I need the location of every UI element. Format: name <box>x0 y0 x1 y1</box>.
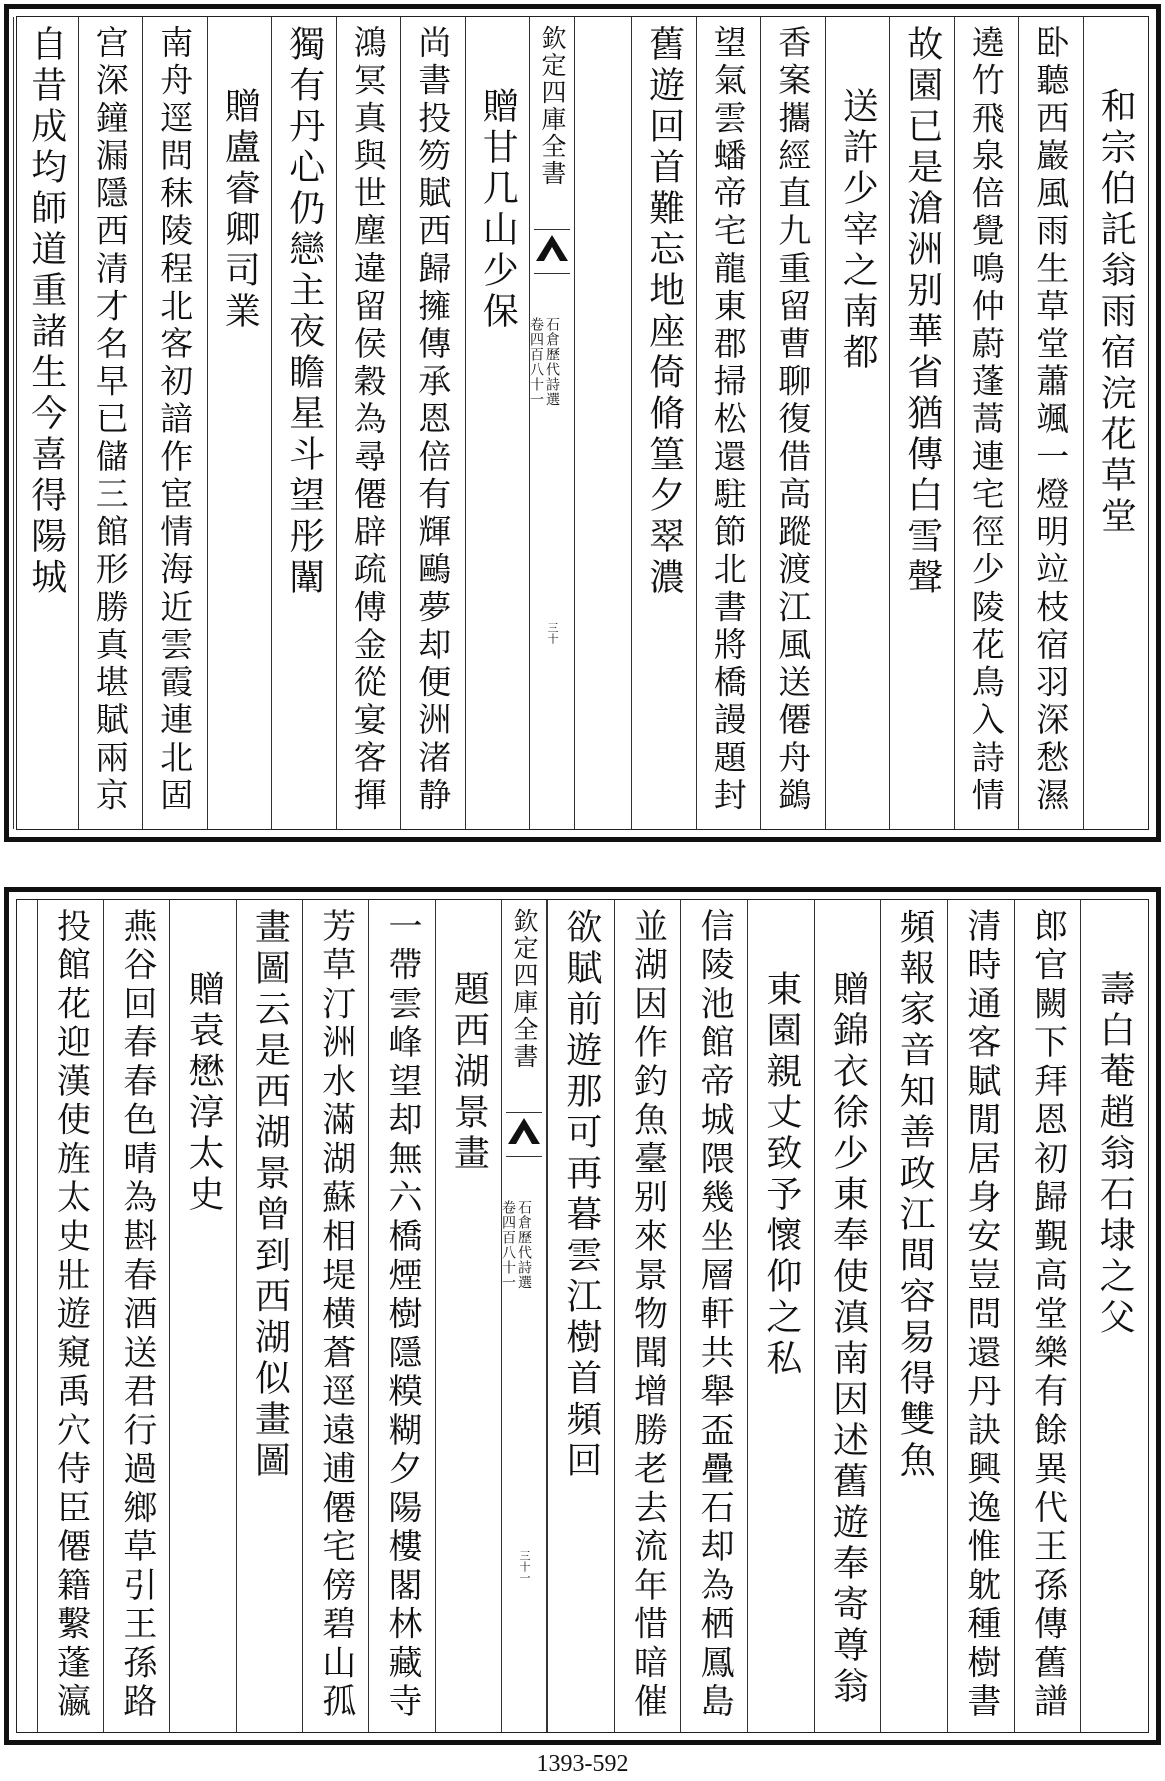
fishtail-ornament <box>508 1114 540 1144</box>
text-column <box>889 17 954 829</box>
poem-line: 芳草汀洲水滿湖蘇相堤横蒼逕遠逋僊宅傍碧山孤 <box>315 908 356 1722</box>
center-leaf-number: 三十一 <box>518 1550 531 1583</box>
text-column <box>1014 900 1081 1732</box>
poem-line: 清時通客賦閒居身安豈問還丹訣興逸惟躭種樹書 <box>960 908 1001 1722</box>
bottom-center-strip <box>501 900 547 1732</box>
text-column <box>207 17 272 829</box>
text-column <box>236 900 302 1732</box>
center-leaf-number: 三十 <box>546 622 559 644</box>
center-collection: 石倉歷代詩選 <box>544 317 560 407</box>
poem-title: 和宗伯託翁雨宿浣花草堂 <box>1095 87 1137 538</box>
text-column <box>947 900 1014 1732</box>
text-column <box>680 900 747 1732</box>
text-column <box>696 17 761 829</box>
center-rule <box>534 229 570 230</box>
center-volume: 卷四百八十一 <box>500 1200 516 1290</box>
poem-line: 郎官闕下拜恩初歸覲高堂樂有餘異代王孫傳舊譜 <box>1027 908 1068 1722</box>
fishtail-ornament <box>536 231 568 261</box>
text-column <box>435 900 501 1732</box>
text-column <box>37 900 103 1732</box>
center-rule <box>534 273 570 274</box>
bottom-page-frame <box>16 899 1149 1733</box>
poem-line: 一帶雲峰望却無六橋煙樹隱糢糊夕陽樓閣林藏寺 <box>382 908 423 1722</box>
text-column <box>336 17 401 829</box>
text-column <box>103 900 169 1732</box>
poem-line: 南舟逕問秣陵程北客初諳作宦情海近雲霞連北固 <box>155 25 195 816</box>
poem-title: 贈盧睿卿司業 <box>219 87 261 333</box>
poem-line: 尚書投笏賦西歸擁傳承恩倍有輝鷗夢却便洲渚静 <box>413 25 453 816</box>
text-column <box>368 900 434 1732</box>
text-column <box>78 17 143 829</box>
center-collection: 石倉歷代詩選 <box>516 1200 532 1290</box>
text-column <box>400 17 465 829</box>
text-column <box>465 17 530 829</box>
text-column <box>271 17 336 829</box>
poem-title: 壽白菴趙翁石埭之父 <box>1094 970 1136 1339</box>
text-column <box>302 900 368 1732</box>
poem-line: 投館花迎漢使旌太史壯遊窺禹穴侍臣僊籍繫蓬瀛 <box>50 908 91 1722</box>
poem-line: 望氣雲蟠帝宅龍東郡掃松還駐節北書將橋謾題封 <box>708 25 748 816</box>
text-column <box>547 900 614 1732</box>
poem-line: 燕谷回春春色晴為斟春酒送君行過鄉草引王孫路 <box>116 908 157 1722</box>
text-column <box>1083 17 1148 829</box>
text-column <box>169 900 235 1732</box>
poem-title: 送許少宰之南都 <box>837 87 879 374</box>
poem-line: 故園已是滄洲别華省猶傳白雪聲 <box>901 25 943 599</box>
text-column <box>825 17 890 829</box>
text-column <box>1080 900 1147 1732</box>
poem-line: 鴻冥真與世塵違留侯穀為尋僊辟疏傅金從宴客揮 <box>348 25 388 816</box>
poem-line: 並湖因作釣魚臺别來景物聞增勝老去流年惜暗催 <box>627 908 668 1722</box>
text-column <box>747 900 814 1732</box>
poem-line: 頻報家音知善政江間容易得雙魚 <box>894 908 936 1482</box>
poem-line: 欲賦前遊那可再暮雲江樹首頻回 <box>560 908 602 1482</box>
text-column <box>13 17 78 829</box>
poem-line: 獨有丹心仍戀主夜瞻星斗望彤闈 <box>283 25 325 599</box>
text-column <box>954 17 1019 829</box>
poem-title: 題西湖景畫 <box>448 970 490 1175</box>
top-page <box>4 4 1161 842</box>
center-volume: 卷四百八十一 <box>528 317 544 407</box>
poem-title: 贈甘几山少保 <box>477 87 519 333</box>
top-page-frame <box>16 16 1149 830</box>
text-column <box>631 17 696 829</box>
center-book-title: 欽定四庫全書 <box>510 908 539 1070</box>
bottom-page <box>4 887 1161 1745</box>
poem-line: 自昔成均師道重諸生今喜得陽城 <box>25 25 67 599</box>
center-rule <box>506 1112 542 1113</box>
footer-page-number: 1393-592 <box>536 1751 629 1777</box>
poem-line: 卧聽西巖風雨生草堂蕭颯一燈明竝枝宿羽深愁濕 <box>1031 25 1071 816</box>
text-column <box>760 17 825 829</box>
poem-title: 贈袁懋淳太史 <box>183 970 225 1216</box>
center-rule <box>506 1156 542 1157</box>
poem-line: 香案攜經直九重留曹聊復借高蹤渡江風送僊舟鷁 <box>773 25 813 816</box>
text-column <box>814 900 881 1732</box>
poem-line: 信陵池館帝城隈幾坐層軒共舉盃疊石却為栖鳳島 <box>694 908 735 1722</box>
text-column <box>1018 17 1083 829</box>
center-book-title: 欽定四庫全書 <box>538 25 567 187</box>
poem-line: 宫深鐘漏隱西清才名早已儲三館形勝真堪賦兩京 <box>90 25 130 816</box>
poem-title: 贈錦衣徐少東奉使滇南因述舊遊奉寄尊翁 <box>827 970 869 1708</box>
text-column <box>880 900 947 1732</box>
text-column <box>614 900 681 1732</box>
poem-line: 遶竹飛泉倍覺鳴仲蔚蓬蒿連宅徑少陵花鳥入詩情 <box>966 25 1006 816</box>
text-column <box>142 17 207 829</box>
poem-line: 舊遊回首難忘地座倚脩篁夕翠濃 <box>643 25 685 599</box>
top-center-strip <box>529 17 575 829</box>
poem-line: 畫圖云是西湖景曾到西湖似畫圖 <box>249 908 291 1482</box>
poem-title: 東園親丈致予懷仰之私 <box>760 970 802 1380</box>
